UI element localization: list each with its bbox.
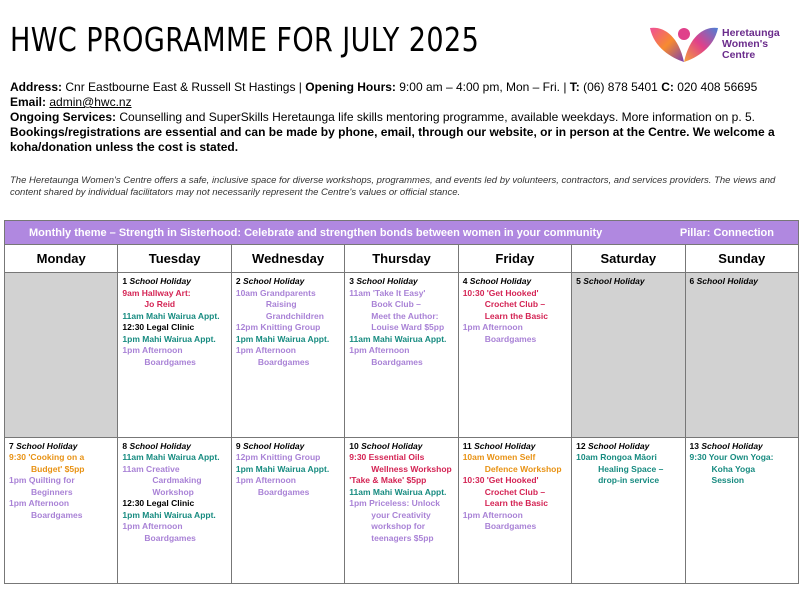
date-label <box>690 441 794 453</box>
event: 1pm Afternoon <box>235 345 296 356</box>
page-title: HWC PROGRAMME FOR JULY 2025 <box>10 20 480 59</box>
event: 12:30 Legal Clinic <box>122 498 195 509</box>
hours-label: Opening Hours: <box>305 80 396 94</box>
logo-line: Heretaunga <box>722 27 780 39</box>
date-label <box>349 276 453 288</box>
event: 11am 'Take It Easy' <box>349 287 426 298</box>
logo-line: Centre <box>722 49 756 61</box>
date-number: 7 <box>9 440 14 451</box>
event-cont: Book Club – <box>371 299 421 310</box>
date-label <box>122 441 226 453</box>
event-cont: Budget' $5pp <box>31 463 85 474</box>
day-header-wednesday: Wednesday <box>231 245 344 273</box>
event-cont: Boardgames <box>144 532 196 543</box>
event-cont: Session <box>711 475 745 486</box>
day-cell-2 <box>231 273 344 437</box>
address: Cnr Eastbourne East & Russell St Hastings | <box>62 80 306 94</box>
event: 12:30 Legal Clinic <box>122 322 195 333</box>
school-holiday-tag: School Holiday <box>583 276 645 287</box>
event-cont: workshop for <box>371 521 426 532</box>
event: 10am Grandparents <box>235 287 316 298</box>
event: 1pm Afternoon <box>122 521 183 532</box>
day-cell-7 <box>5 437 118 583</box>
school-holiday-tag: School Holiday <box>16 440 78 451</box>
event: 1pm Afternoon <box>349 345 410 356</box>
event: 10am Rongoa Māori <box>576 452 657 463</box>
date-number: 4 <box>462 276 468 287</box>
event: 1pm Mahi Wairua Appt. <box>122 333 216 344</box>
logo-text <box>722 28 780 61</box>
school-holiday-tag: School Holiday <box>242 276 305 287</box>
event-cont: Jo Reid <box>144 299 176 310</box>
event-cont: Wellness Workshop <box>371 463 452 474</box>
event-cont: Grandchildren <box>265 310 324 321</box>
day-header-tuesday: Tuesday <box>118 245 231 273</box>
hours: 9:00 am – 4:00 pm, Mon – Fri. | <box>395 80 570 94</box>
event-cont: teenagers $5pp <box>371 532 434 543</box>
school-holiday-tag: School Holiday <box>129 276 191 287</box>
cell-label: C: <box>661 80 674 94</box>
email-label: Email: <box>10 95 47 109</box>
event: 12pm Knitting Group <box>235 452 321 463</box>
school-holiday-tag: School Holiday <box>587 440 650 451</box>
date-label <box>463 276 567 288</box>
date-label <box>690 276 794 288</box>
event: 9:30 Your Own Yoga: <box>689 452 774 463</box>
event-cont: Boardgames <box>484 521 537 532</box>
day-cell-6 <box>685 273 798 437</box>
day-cell-1 <box>118 273 231 437</box>
date-label <box>122 276 226 288</box>
event-cont: Defence Workshop <box>484 463 562 474</box>
event: 11am Mahi Wairua Appt. <box>122 452 220 463</box>
pillar: Pillar: Connection <box>679 227 774 239</box>
day-cell-9 <box>231 437 344 583</box>
event-cont: your Creativity <box>371 509 431 520</box>
school-holiday-tag: School Holiday <box>701 440 763 451</box>
event: 10:30 'Get Hooked' <box>462 475 539 486</box>
school-holiday-tag: School Holiday <box>361 440 423 451</box>
event: 1pm Mahi Wairua Appt. <box>235 333 330 344</box>
day-cell-11 <box>458 437 571 583</box>
event: 12pm Knitting Group <box>235 322 321 333</box>
event-cont: Beginners <box>31 486 73 497</box>
bookings-text: Bookings/registrations are essential and can be made by phone, email, through our website, or in person at the Centre. We welcome a koha/donation unless the cost is stated. <box>10 125 775 154</box>
day-header-sunday: Sunday <box>685 245 798 273</box>
services-text: Counselling and SuperSkills Heretaunga life skills mentoring programme, available weekdays. More information on p. 5. <box>116 110 756 124</box>
event-cont: Boardgames <box>257 356 310 367</box>
school-holiday-tag: School Holiday <box>696 276 759 287</box>
event-cont: Louise Ward $5pp <box>371 322 445 333</box>
day-header-saturday: Saturday <box>572 245 685 273</box>
date-label <box>576 441 680 453</box>
event-cont: Meet the Author: <box>371 310 439 321</box>
school-holiday-tag: School Holiday <box>469 276 532 287</box>
services-label: Ongoing Services: <box>10 110 117 124</box>
event: 1pm Mahi Wairua Appt. <box>235 463 330 474</box>
phone: (06) 878 5401 <box>579 80 662 94</box>
event-cont: drop-in service <box>598 475 660 486</box>
date-number: 3 <box>349 276 354 287</box>
date-number: 9 <box>235 440 241 451</box>
day-header-row <box>5 245 799 273</box>
services-line <box>10 110 795 125</box>
event: 1pm Mahi Wairua Appt. <box>122 509 216 520</box>
event-cont: Boardgames <box>371 356 423 367</box>
week-row <box>5 273 799 437</box>
phone-label: T: <box>569 80 580 94</box>
logo-line: Women's <box>722 38 769 50</box>
day-cell-5 <box>572 273 685 437</box>
calendar-table <box>4 220 799 584</box>
day-header-monday: Monday <box>5 245 118 273</box>
school-holiday-tag: School Holiday <box>356 276 418 287</box>
event-cont: Crochet Club – <box>484 486 546 497</box>
day-cell-10 <box>345 437 458 583</box>
school-holiday-tag: School Holiday <box>129 440 191 451</box>
day-cell-13 <box>685 437 798 583</box>
address-label: Address: <box>10 80 63 94</box>
week-row <box>5 437 799 583</box>
event: 11am Mahi Wairua Appt. <box>349 486 447 497</box>
date-number: 12 <box>576 440 586 451</box>
theme-bar <box>5 221 799 245</box>
event-cont: Workshop <box>152 486 194 497</box>
school-holiday-tag: School Holiday <box>242 440 305 451</box>
event: 11am Creative <box>122 463 180 474</box>
date-number: 10 <box>349 440 359 451</box>
date-number: 13 <box>689 440 699 451</box>
day-cell-3 <box>345 273 458 437</box>
event: 9:30 Essential Oils <box>349 452 425 463</box>
event-cont: Learn the Basic <box>484 310 548 321</box>
date-number: 11 <box>462 440 472 451</box>
date-label <box>236 441 340 453</box>
day-header-thursday: Thursday <box>345 245 458 273</box>
day-cell-8 <box>118 437 231 583</box>
event: 9am Hallway Art: <box>122 287 191 298</box>
date-label <box>236 276 340 288</box>
date-label <box>9 441 113 453</box>
date-label <box>463 441 567 453</box>
event-cont: Boardgames <box>484 333 537 344</box>
event: 1pm Afternoon <box>235 475 296 486</box>
event: 10am Women Self <box>462 452 536 463</box>
event: 9:30 'Cooking on a <box>9 452 85 463</box>
email-line <box>10 95 795 110</box>
monthly-theme: Monthly theme – Strength in Sisterhood: Celebrate and strengthen bonds between women in your community <box>29 227 603 239</box>
disclaimer: The Heretaunga Women's Centre offers a safe, inclusive space for diverse workshops, programmes, and events led by volunteers, contractors, and services providers. The views and content shared by individual facilitators may not necessarily represent the Centre's values or official stance. <box>10 175 776 198</box>
event: 1pm Afternoon <box>462 322 523 333</box>
event: 1pm Afternoon <box>462 509 523 520</box>
date-label <box>349 441 453 453</box>
logo-mark-icon <box>648 24 720 66</box>
day-cell-12 <box>572 437 685 583</box>
contact-info <box>10 80 795 155</box>
event: 1pm Quilting for <box>9 475 75 486</box>
event-cont: Healing Space – <box>598 463 664 474</box>
event-cont: Koha Yoga <box>711 463 756 474</box>
contact-line <box>10 80 795 95</box>
event-cont: Raising <box>265 299 297 310</box>
cell: 020 408 56695 <box>673 80 758 94</box>
day-header-friday: Friday <box>458 245 571 273</box>
event: 10:30 'Get Hooked' <box>462 287 539 298</box>
event-cont: Crochet Club – <box>484 299 546 310</box>
event-cont: Boardgames <box>31 509 83 520</box>
event: 11am Mahi Wairua Appt. <box>122 310 220 321</box>
event: 'Take & Make' $5pp <box>349 475 427 486</box>
date-number: 1 <box>122 276 128 287</box>
date-number: 8 <box>122 440 128 451</box>
day-cell-empty <box>5 273 118 437</box>
event-cont: Boardgames <box>144 356 196 367</box>
event-cont: Learn the Basic <box>484 498 548 509</box>
event: 1pm Afternoon <box>9 498 70 509</box>
day-cell-4 <box>458 273 571 437</box>
event: 1pm Priceless: Unlock <box>349 498 440 509</box>
date-number: 2 <box>235 276 241 287</box>
event: 11am Mahi Wairua Appt. <box>349 333 447 344</box>
theme-row <box>5 221 799 245</box>
email-link[interactable]: admin@hwc.nz <box>49 95 132 109</box>
school-holiday-tag: School Holiday <box>474 440 536 451</box>
event-cont: Cardmaking <box>152 475 202 486</box>
date-number: 6 <box>689 276 695 287</box>
date-number: 5 <box>576 276 581 287</box>
event-cont: Boardgames <box>257 486 310 497</box>
date-label <box>576 276 680 288</box>
logo <box>648 22 798 70</box>
event: 1pm Afternoon <box>122 345 183 356</box>
